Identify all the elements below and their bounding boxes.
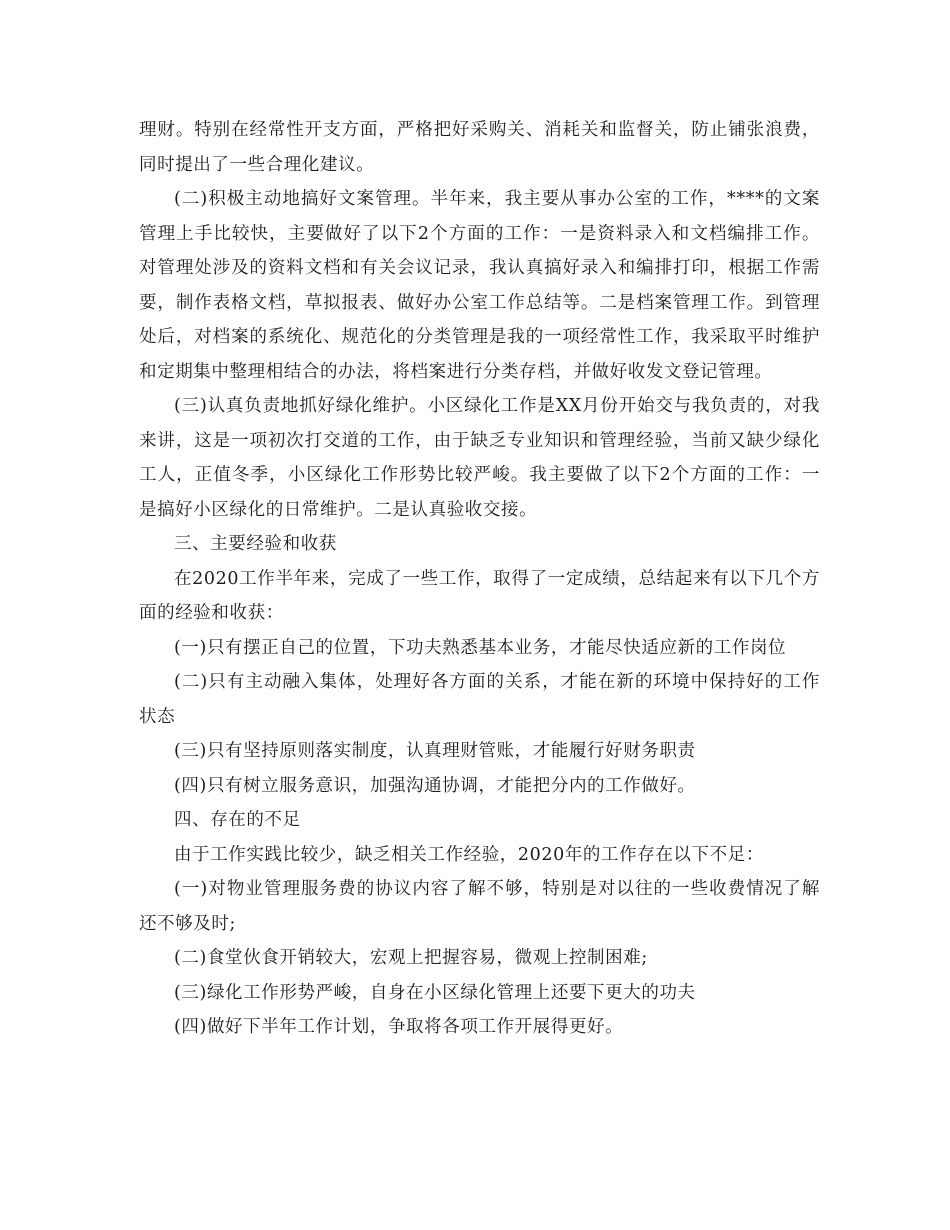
- list-item-2: (二)只有主动融入集体，处理好各方面的关系，才能在新的环境中保持好的工作状态: [139, 672, 820, 727]
- paragraph-1: 理财。特别在经常性开支方面，严格把好采购关、消耗关和监督关，防止铺张浪费，同时提出了一些合理化建议。: [139, 120, 820, 175]
- list-item-4: (四)只有树立服务意识，加强沟通协调，才能把分内的工作做好。: [174, 775, 696, 796]
- section-heading-4: 四、存在的不足: [174, 810, 301, 830]
- paragraph-11: 由于工作实践比较少，缺乏相关工作经验，2020年的工作存在以下不足：: [174, 844, 764, 865]
- paragraph-2: (二)积极主动地搞好文案管理。半年来，我主要从事办公室的工作，****的文案管理上手比较快，主要做好了以下2个方面的工作：一是资料录入和文档编排工作。对管理处涉及的资料文档和有关会议记录，我认真搞好录入和编排打印，根据工作需要，制作表格文档，草拟报表、做好办公室工作总结等。二是档案管理工作。到管理处后，对档案的系统化、规范化的分类管理是我的一项经常性工作，我采取平时维护和定期集中整理相结合的办法，将档案进行分类存档，并做好收发文登记管理。: [139, 189, 820, 382]
- shortcoming-item-4: (四)做好下半年工作计划，争取将各项工作开展得更好。: [174, 1017, 624, 1037]
- document-body: [139, 113, 820, 1045]
- section-heading-3: 三、主要经验和收获: [174, 534, 337, 554]
- shortcoming-item-1: (一)对物业管理服务费的协议内容了解不够，特别是对以往的一些收费情况了解还不够及时;: [139, 879, 820, 934]
- paragraph-5: 在2020工作半年来，完成了一些工作，取得了一定成绩，总结起来有以下几个方面的经验和收获：: [139, 568, 820, 623]
- list-item-3: (三)只有坚持原则落实制度，认真理财管账，才能履行好财务职责: [174, 741, 696, 761]
- paragraph-3: (三)认真负责地抓好绿化维护。小区绿化工作是XX月份开始交与我负责的，对我来讲，这是一项初次打交道的工作，由于缺乏专业知识和管理经验，当前又缺少绿化工人，正值冬季，小区绿化工作形势比较严峻。我主要做了以下2个方面的工作：一是搞好小区绿化的日常维护。二是认真验收交接。: [139, 396, 820, 520]
- shortcoming-item-2: (二)食堂伙食开销较大，宏观上把握容易，微观上控制困难;: [174, 948, 648, 968]
- list-item-1: (一)只有摆正自己的位置，下功夫熟悉基本业务，才能尽快适应新的工作岗位: [174, 637, 787, 658]
- shortcoming-item-3: (三)绿化工作形势严峻，自身在小区绿化管理上还要下更大的功夫: [174, 982, 696, 1003]
